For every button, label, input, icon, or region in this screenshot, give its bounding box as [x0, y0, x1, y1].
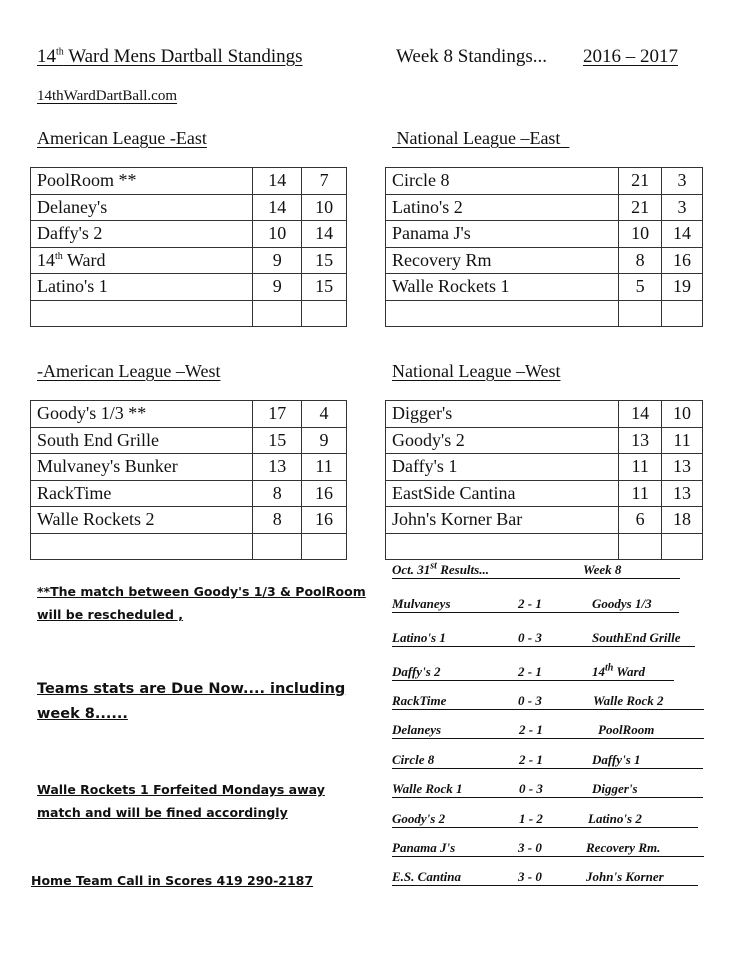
- team-name: Walle Rockets 2: [31, 507, 253, 534]
- losses: 18: [662, 507, 703, 534]
- team-name: Recovery Rm: [386, 247, 619, 274]
- losses: 3: [662, 168, 703, 195]
- losses: 14: [662, 221, 703, 248]
- away-team: PoolRoom: [598, 722, 655, 737]
- result-row: [392, 839, 704, 857]
- table-row-empty: [386, 533, 703, 560]
- team-name: Goody's 2: [386, 427, 619, 454]
- table-row: [386, 247, 703, 274]
- home-team: RackTime: [392, 693, 447, 708]
- reschedule-note-line: will be rescheduled ,: [37, 607, 184, 622]
- stats-due-line: Teams stats are Due Now.... including: [37, 681, 346, 697]
- result-row: [392, 721, 704, 739]
- al-west-title: -American League –West: [37, 361, 221, 381]
- team-name: Daffy's 1: [386, 454, 619, 481]
- table-row: [386, 221, 703, 248]
- home-team: Panama J's: [392, 840, 456, 855]
- wins: 11: [619, 454, 662, 481]
- wins: 5: [619, 274, 662, 301]
- score: 0 - 3: [519, 781, 543, 796]
- home-team: Mulvaneys: [392, 596, 451, 611]
- wins: 21: [619, 168, 662, 195]
- away-team: Walle Rock 2: [593, 693, 664, 708]
- al-west-table: [30, 400, 347, 560]
- wins: 9: [253, 274, 302, 301]
- losses: 7: [302, 168, 347, 195]
- away-team: John's Korner: [586, 869, 664, 884]
- score: 2 - 1: [518, 664, 542, 679]
- away-team: 14th Ward: [592, 662, 646, 679]
- table-row: [31, 401, 347, 428]
- home-team: Latino's 1: [392, 630, 446, 645]
- team-name: RackTime: [31, 480, 253, 507]
- table-row-empty: [386, 300, 703, 327]
- home-team: Delaneys: [392, 722, 442, 737]
- team-name: Goody's 1/3 **: [31, 401, 253, 428]
- team-name: Circle 8: [386, 168, 619, 195]
- table-row: [386, 507, 703, 534]
- forfeit-note-line: match and will be fined accordingly: [37, 805, 288, 820]
- away-team: Recovery Rm.: [586, 840, 661, 855]
- forfeit-note: [37, 778, 325, 824]
- wins: 14: [253, 194, 302, 221]
- table-row: [31, 194, 347, 221]
- score: 1 - 2: [519, 811, 543, 826]
- table-row-empty: [31, 533, 347, 560]
- table-row: [386, 454, 703, 481]
- result-row: [392, 868, 698, 886]
- table-row: [31, 427, 347, 454]
- losses: 16: [662, 247, 703, 274]
- score: 2 - 1: [519, 722, 543, 737]
- result-row: [392, 629, 695, 647]
- score: 0 - 3: [518, 630, 542, 645]
- wins: 10: [619, 221, 662, 248]
- table-row: [31, 507, 347, 534]
- table-row: [386, 194, 703, 221]
- score: 2 - 1: [519, 752, 543, 767]
- score: 2 - 1: [518, 596, 542, 611]
- wins: 21: [619, 194, 662, 221]
- losses: 14: [302, 221, 347, 248]
- wins: 8: [253, 507, 302, 534]
- wins: 13: [619, 427, 662, 454]
- losses: 11: [302, 454, 347, 481]
- result-row: [392, 663, 674, 681]
- away-team: Latino's 2: [588, 811, 642, 826]
- stats-due-note: [37, 677, 345, 727]
- stats-due-line: week 8......: [37, 706, 128, 722]
- wins: 14: [619, 401, 662, 428]
- nl-west-title: National League –West: [392, 361, 561, 381]
- losses: 10: [662, 401, 703, 428]
- table-row: [386, 480, 703, 507]
- results-title: Oct. 31st Results...: [392, 560, 489, 577]
- team-name: Walle Rockets 1: [386, 274, 619, 301]
- wins: 8: [619, 247, 662, 274]
- al-east-title: American League -East: [37, 128, 207, 148]
- away-team: Daffy's 1: [592, 752, 641, 767]
- result-row: [392, 780, 703, 798]
- team-name: Latino's 1: [31, 274, 253, 301]
- nl-east-table: [385, 167, 703, 327]
- result-row: [392, 751, 703, 769]
- home-team: Daffy's 2: [392, 664, 441, 679]
- team-name: Panama J's: [386, 221, 619, 248]
- wins: 11: [619, 480, 662, 507]
- page-title: 14th Ward Mens Dartball Standings: [37, 46, 303, 67]
- losses: 16: [302, 507, 347, 534]
- team-name: 14th Ward: [31, 247, 253, 274]
- team-name: PoolRoom **: [31, 168, 253, 195]
- team-name: Latino's 2: [386, 194, 619, 221]
- wins: 8: [253, 480, 302, 507]
- home-team: E.S. Cantina: [392, 869, 462, 884]
- team-name: EastSide Cantina: [386, 480, 619, 507]
- losses: 9: [302, 427, 347, 454]
- table-row: [386, 401, 703, 428]
- wins: 9: [253, 247, 302, 274]
- team-name: Delaney's: [31, 194, 253, 221]
- wins: 17: [253, 401, 302, 428]
- reschedule-note-line: **The match between Goody's 1/3 & PoolRoom: [37, 584, 366, 599]
- score: 3 - 0: [518, 869, 542, 884]
- table-row: [31, 168, 347, 195]
- result-row: [392, 595, 679, 613]
- forfeit-note-line: Walle Rockets 1 Forfeited Mondays away: [37, 782, 325, 797]
- team-name: South End Grille: [31, 427, 253, 454]
- losses: 15: [302, 247, 347, 274]
- results-week: Week 8: [583, 562, 622, 577]
- home-team: Circle 8: [392, 752, 435, 767]
- wins: 10: [253, 221, 302, 248]
- results-header: [392, 561, 680, 579]
- table-row: [31, 247, 347, 274]
- team-name: Daffy's 2: [31, 221, 253, 248]
- losses: 10: [302, 194, 347, 221]
- wins: 15: [253, 427, 302, 454]
- nl-east-title: National League –East: [396, 128, 561, 148]
- table-row: [386, 168, 703, 195]
- home-team: Walle Rock 1: [392, 781, 463, 796]
- away-team: Goodys 1/3: [592, 596, 652, 611]
- losses: 16: [302, 480, 347, 507]
- score: 3 - 0: [518, 840, 542, 855]
- losses: 13: [662, 480, 703, 507]
- website-link[interactable]: 14thWardDartBall.com: [37, 88, 178, 104]
- away-team: Digger's: [592, 781, 638, 796]
- home-team: Goody's 2: [392, 811, 446, 826]
- wins: 6: [619, 507, 662, 534]
- table-row: [386, 427, 703, 454]
- week-label: Week 8 Standings...: [396, 46, 547, 67]
- table-row: [31, 274, 347, 301]
- reschedule-note: [37, 580, 366, 626]
- losses: 13: [662, 454, 703, 481]
- table-row-empty: [31, 300, 347, 327]
- losses: 11: [662, 427, 703, 454]
- table-row: [31, 454, 347, 481]
- wins: 13: [253, 454, 302, 481]
- nl-west-table: [385, 400, 703, 560]
- table-row: [31, 221, 347, 248]
- away-team: SouthEnd Grille: [592, 630, 681, 645]
- team-name: Digger's: [386, 401, 619, 428]
- table-row: [31, 480, 347, 507]
- wins: 14: [253, 168, 302, 195]
- table-row: [386, 274, 703, 301]
- losses: 3: [662, 194, 703, 221]
- result-row: [392, 810, 698, 828]
- losses: 15: [302, 274, 347, 301]
- result-row: [392, 692, 704, 710]
- season-label: 2016 – 2017: [583, 46, 678, 67]
- call-in-note: Home Team Call in Scores 419 290-2187: [31, 873, 314, 888]
- losses: 4: [302, 401, 347, 428]
- losses: 19: [662, 274, 703, 301]
- team-name: Mulvaney's Bunker: [31, 454, 253, 481]
- team-name: John's Korner Bar: [386, 507, 619, 534]
- score: 0 - 3: [518, 693, 542, 708]
- al-east-table: [30, 167, 347, 327]
